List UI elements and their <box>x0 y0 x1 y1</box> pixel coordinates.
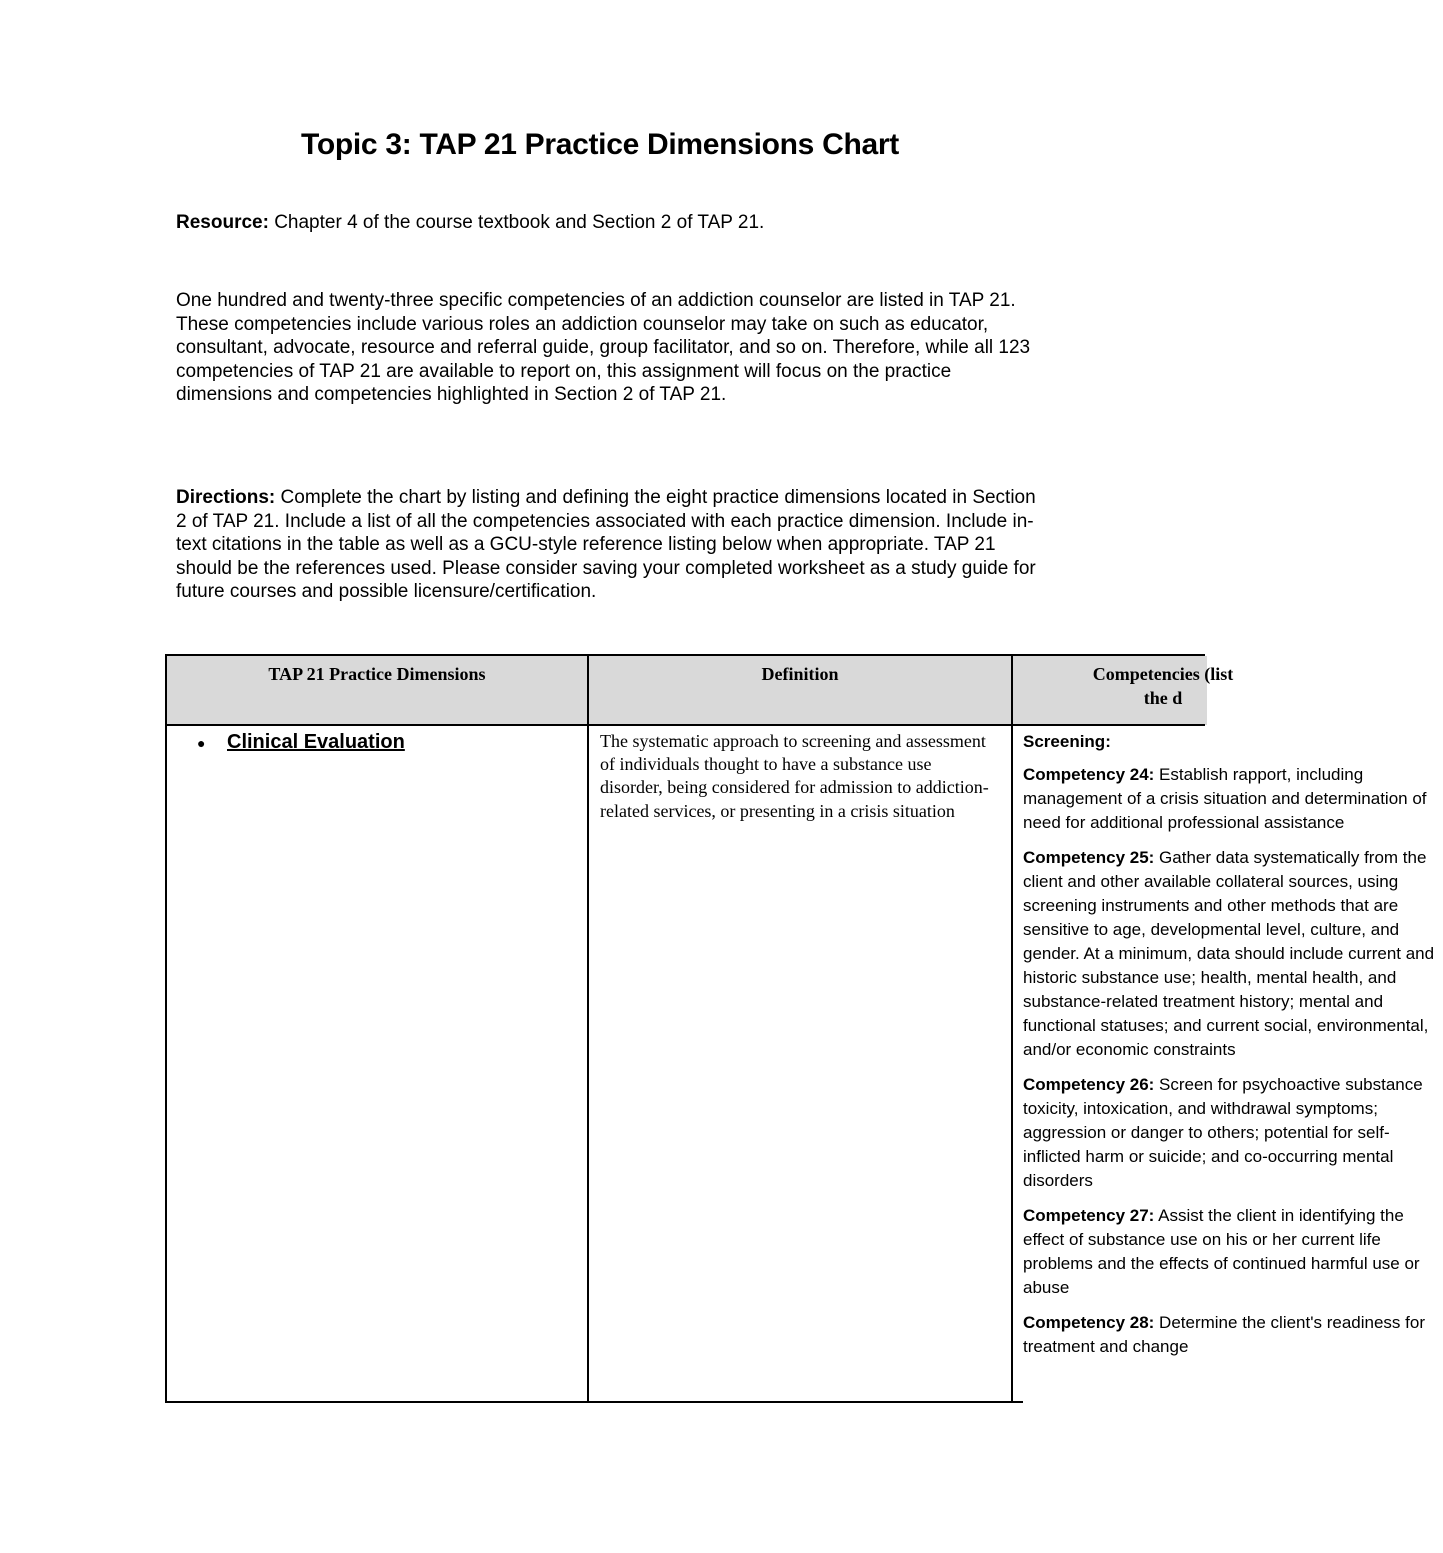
dimension-clinical-evaluation: Clinical Evaluation <box>227 731 405 753</box>
header-competencies-line1: Competencies (list <box>1092 664 1234 684</box>
table-column-divider-1 <box>587 654 589 1403</box>
competency-item <box>1023 1311 1443 1359</box>
competency-label: Competency 28: <box>1023 1313 1155 1332</box>
header-practice-dimensions: TAP 21 Practice Dimensions <box>268 664 486 684</box>
header-definition: Definition <box>761 664 839 684</box>
header-competencies-line2: the d <box>1143 688 1183 708</box>
resource-paragraph <box>176 211 1036 235</box>
competency-text: Assist the client in identifying the effect of substance use on his or her current life problems and the effects of continued harmful use or abuse <box>1023 1206 1420 1297</box>
competency-item <box>1023 1204 1443 1300</box>
competencies-cell <box>1023 730 1443 1370</box>
table-header-divider <box>165 724 1205 726</box>
competency-label: Competency 27: <box>1023 1206 1155 1225</box>
directions-label: Directions: <box>176 487 276 508</box>
resource-text: Chapter 4 of the course textbook and Section 2 of TAP 21. <box>268 212 765 233</box>
table-border-bottom <box>165 1401 1023 1403</box>
competency-label: Competency 26: <box>1023 1075 1155 1094</box>
competency-text: Screen for psychoactive substance toxicity, intoxication, and withdrawal symptoms; aggression or danger to others; potential for self-inflicted harm or suicide; and co-occurring mental disorders <box>1023 1075 1423 1190</box>
intro-paragraph: One hundred and twenty-three specific competencies of an addiction counselor are listed in TAP 21. These competencies include various roles an addiction counselor may take on such as educator, consultant, advocate, resource and referral guide, group facilitator, and so on. Therefore, while all 123 competencies of TAP 21 are available to report on, this assignment will focus on the practice dimensions and competencies highlighted in Section 2 of TAP 21. <box>176 290 1031 406</box>
directions-text: Complete the chart by listing and defining the eight practice dimensions located in Section 2 of TAP 21. Include a list of all the competencies associated with each practice dimension. Include in-text citations in the table as well as a GCU-style reference listing below when appropriate. TAP 21 should be the references used. Please consider saving your completed worksheet as a study guide for future courses and possible licensure/certification. <box>176 487 1036 603</box>
competency-text: Determine the client's readiness for treatment and change <box>1023 1313 1425 1356</box>
resource-label: Resource: <box>176 212 269 233</box>
header-competencies <box>1013 662 1313 710</box>
competency-label: Competency 24: <box>1023 765 1155 784</box>
bullet-icon: ● <box>197 734 206 751</box>
competency-text: Establish rapport, including management of a crisis situation and determination of need for additional professional assistance <box>1023 765 1427 832</box>
practice-dimensions-table <box>165 654 1435 1403</box>
definition-cell: The systematic approach to screening and assessment of individuals thought to have a substance use disorder, being considered for admission to addiction-related services, or presenting in a crisis situation <box>600 731 989 821</box>
competency-item <box>1023 1073 1443 1193</box>
dimension-list-item <box>197 731 405 754</box>
table-border-left <box>165 654 167 1403</box>
directions-paragraph <box>176 486 1036 604</box>
competency-item <box>1023 763 1443 835</box>
screening-heading: Screening: <box>1023 732 1111 751</box>
competency-text: Gather data systematically from the client and other available collateral sources, using screening instruments and other methods that are sensitive to age, developmental level, culture, and gender. At a minimum, data should include current and historic substance use; health, mental health, and substance-related treatment history; mental and functional statuses; and current social, environmental, and/or economic constraints <box>1023 848 1435 1059</box>
competency-item <box>1023 846 1443 1062</box>
table-column-divider-2 <box>1011 654 1013 1403</box>
table-border-top <box>165 654 1205 656</box>
competency-label: Competency 25: <box>1023 848 1155 867</box>
page-title: Topic 3: TAP 21 Practice Dimensions Chart <box>301 128 899 161</box>
